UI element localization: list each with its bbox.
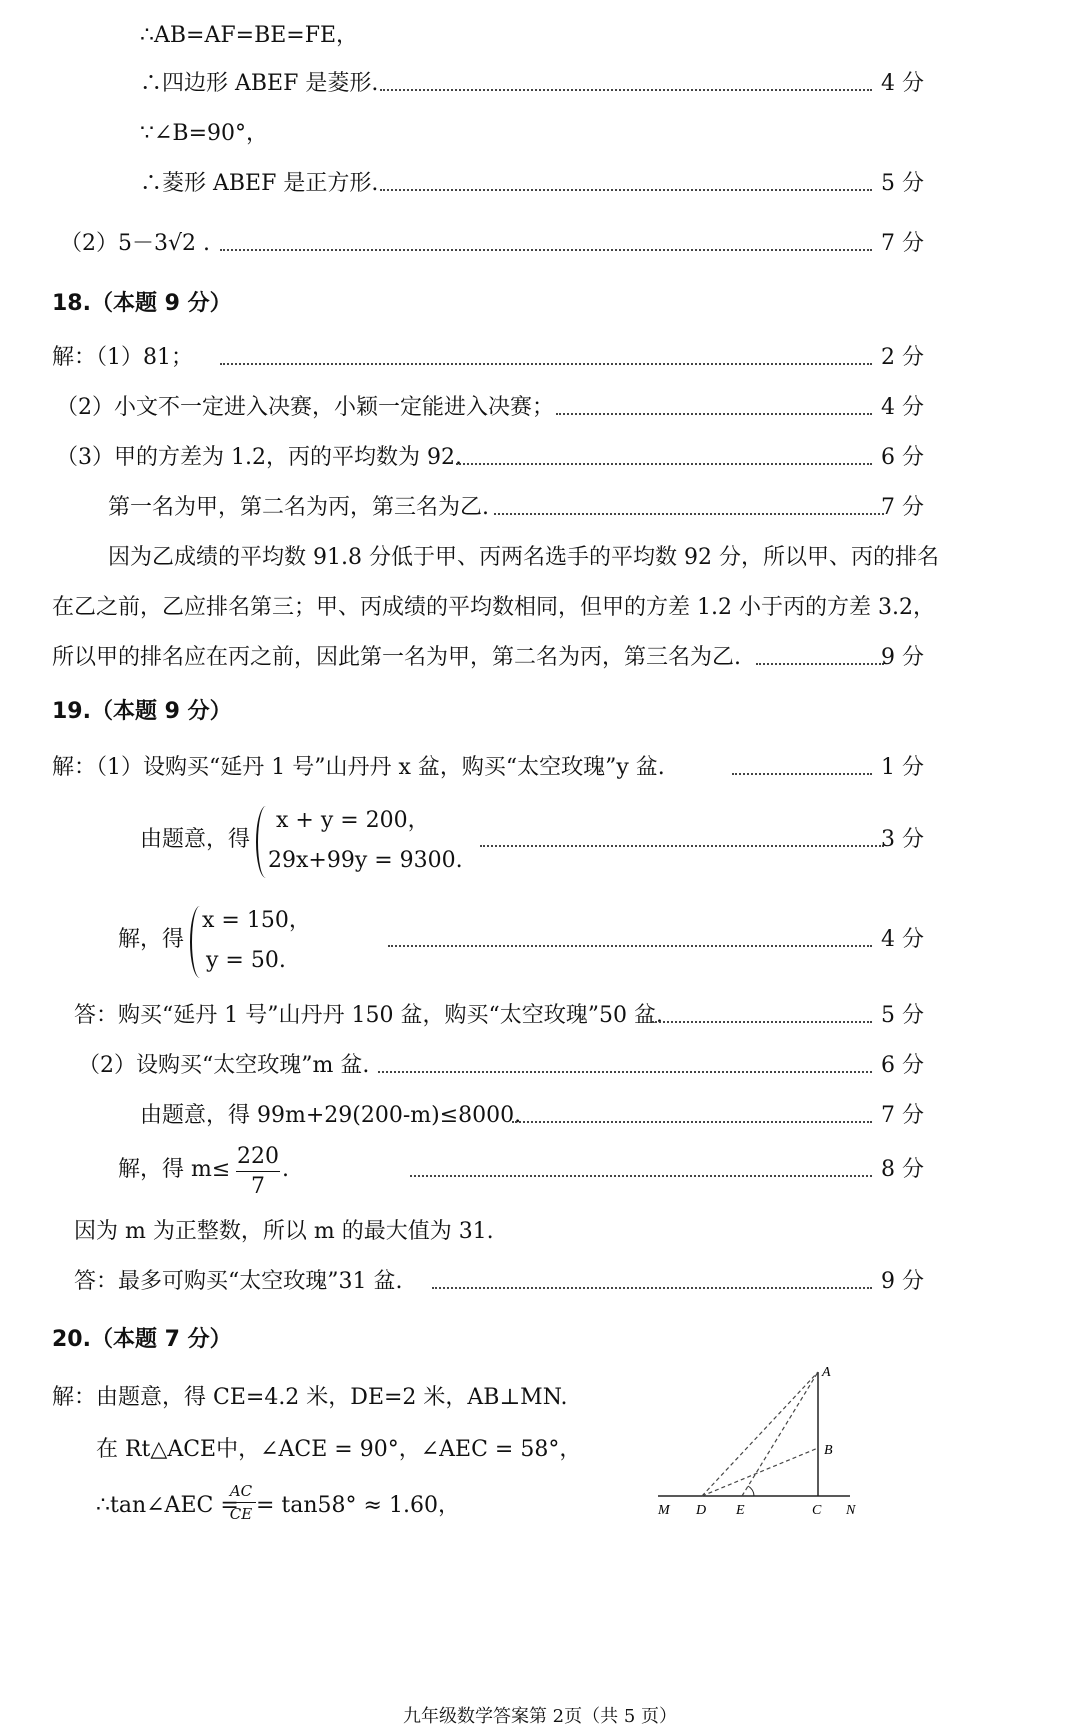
dot-leader xyxy=(388,945,872,947)
answer-text: （3）甲的方差为 1.2，丙的平均数为 92. xyxy=(56,445,462,470)
dot-leader xyxy=(410,1175,872,1177)
q20-given xyxy=(52,1380,652,1416)
q18-part-2 xyxy=(56,390,924,426)
answer-text: （2）小文不一定进入决赛，小颖一定能进入决赛； xyxy=(56,395,554,420)
label-n: N xyxy=(846,1503,856,1516)
fraction-numerator: AC xyxy=(229,1482,253,1500)
proof-text: ∴菱形 ABEF 是正方形. xyxy=(140,171,379,196)
q18-explanation-2 xyxy=(52,590,992,626)
dot-leader xyxy=(732,773,872,775)
geometry-figure xyxy=(650,1356,880,1516)
dot-leader xyxy=(556,413,872,415)
q19-integer-note xyxy=(74,1214,974,1250)
fraction-numerator: 220 xyxy=(237,1144,279,1169)
answer-text: （2）5－3√2 . xyxy=(60,231,210,256)
score: 7 分 xyxy=(881,495,924,520)
paragraph-text: 在乙之前，乙应排名第三；甲、丙成绩的平均数相同，但甲的方差 1.2 小于丙的方差 3.2， xyxy=(52,595,935,620)
answer-text: 第一名为甲，第二名为丙，第三名为乙. xyxy=(108,495,489,520)
dot-leader xyxy=(432,1287,872,1289)
paragraph-text: 所以甲的排名应在丙之前，因此第一名为甲，第二名为丙，第三名为乙. xyxy=(52,645,741,670)
fraction-denominator: 7 xyxy=(251,1174,265,1199)
answer-text: 解：（1）81； xyxy=(52,345,193,370)
q18-part-1 xyxy=(52,340,924,376)
score: 7 分 xyxy=(881,1103,924,1128)
label-b: B xyxy=(824,1443,833,1458)
score: 5 分 xyxy=(881,1003,924,1028)
answer-text: 解：（1）设购买“延丹 1 号”山丹丹 x 盆，购买“太空玫瑰”y 盆. xyxy=(52,755,665,780)
question-20-title xyxy=(52,1322,452,1358)
fraction-bar xyxy=(226,1502,256,1503)
dot-leader xyxy=(220,363,872,365)
q19-part-1 xyxy=(52,750,924,786)
score: 9 分 xyxy=(881,645,924,670)
q20-tangent xyxy=(96,1488,656,1524)
q19-part-2 xyxy=(78,1048,924,1084)
answer-text: 答：购买“延丹 1 号”山丹丹 150 盆，购买“太空玫瑰”50 盆. xyxy=(74,1003,663,1028)
answer-text: 因为 m 为正整数，所以 m 的最大值为 31. xyxy=(74,1219,494,1244)
solution-end: . xyxy=(282,1157,289,1182)
equation-lead: 由题意，得 xyxy=(140,827,251,852)
answer-text-end: = tan58° ≈ 1.60， xyxy=(256,1493,460,1518)
answer-text: 答：最多可购买“太空玫瑰”31 盆. xyxy=(74,1269,403,1294)
question-title-text: 18.（本题 9 分） xyxy=(52,291,232,316)
dot-leader xyxy=(652,1021,872,1023)
solution-lead: 解，得 m≤ xyxy=(118,1157,231,1182)
score: 8 分 xyxy=(881,1157,924,1182)
score: 2 分 xyxy=(881,345,924,370)
page-footer: 九年级数学答案第 2页（共 5 页） xyxy=(402,1706,678,1727)
score: 4 分 xyxy=(881,927,924,952)
angle-mark xyxy=(748,1486,754,1496)
dot-leader xyxy=(480,845,884,847)
answer-text: 在 Rt△ACE中，∠ACE = 90°，∠AEC = 58°， xyxy=(96,1437,582,1462)
solution-2: y = 50. xyxy=(206,948,286,973)
score: 4 分 xyxy=(881,71,924,96)
score: 7 分 xyxy=(881,231,924,256)
q18-explanation-3 xyxy=(52,640,924,676)
inequality-text: 由题意，得 99m+29(200-m)≤8000. xyxy=(140,1103,522,1128)
score: 1 分 xyxy=(881,755,924,780)
q19-answer-1 xyxy=(74,998,924,1034)
q18-part-3 xyxy=(56,440,924,476)
score: 3 分 xyxy=(881,827,924,852)
dot-leader xyxy=(380,189,872,191)
brace-solution xyxy=(190,900,350,984)
proof-text: ∴四边形 ABEF 是菱形. xyxy=(140,71,379,96)
proof-text: ∵∠B=90°， xyxy=(140,121,269,146)
dot-leader xyxy=(494,513,884,515)
equation-1: x + y = 200， xyxy=(276,808,430,833)
proof-line-2 xyxy=(140,66,924,102)
answer-text: 解：由题意，得 CE=4.2 米，DE=2 米，AB⊥MN. xyxy=(52,1385,568,1410)
question-19-title xyxy=(52,694,452,730)
score: 6 分 xyxy=(881,1053,924,1078)
question-title-text: 20.（本题 7 分） xyxy=(52,1327,232,1352)
proof-line-1 xyxy=(140,18,1040,54)
label-e: E xyxy=(736,1503,745,1516)
label-d: D xyxy=(696,1503,707,1516)
dot-leader xyxy=(220,249,872,251)
proof-text: ∴AB=AF=BE=FE， xyxy=(140,23,359,48)
equation-2: 29x+99y = 9300. xyxy=(268,848,463,873)
q18-ranking xyxy=(108,490,924,526)
paragraph-text: 因为乙成绩的平均数 91.8 分低于甲、丙两名选手的平均数 92 分，所以甲、丙的排名 xyxy=(108,545,939,570)
label-c: C xyxy=(812,1503,822,1516)
answer-line-2 xyxy=(60,226,924,262)
solution-1: x = 150， xyxy=(202,908,311,933)
score: 4 分 xyxy=(881,395,924,420)
brace-system xyxy=(256,800,476,884)
dot-leader xyxy=(456,463,872,465)
sight-line-ea xyxy=(742,1372,818,1496)
fraction-220-7 xyxy=(236,1144,280,1199)
question-title-text: 19.（本题 9 分） xyxy=(52,699,232,724)
proof-line-4 xyxy=(140,166,924,202)
q19-answer-2 xyxy=(74,1264,924,1300)
q19-inequality xyxy=(140,1098,924,1134)
dot-leader xyxy=(756,663,884,665)
label-m: M xyxy=(658,1503,670,1516)
q18-explanation-1 xyxy=(108,540,988,576)
answer-text: ∴tan∠AEC = xyxy=(96,1493,239,1518)
dot-leader xyxy=(378,1071,872,1073)
dot-leader xyxy=(512,1121,872,1123)
sight-line-db xyxy=(702,1448,818,1496)
proof-line-3 xyxy=(140,116,1040,152)
score: 5 分 xyxy=(881,171,924,196)
question-18-title xyxy=(52,286,452,322)
label-a: A xyxy=(822,1365,831,1380)
fraction-ac-ce xyxy=(226,1482,256,1523)
q20-triangle xyxy=(96,1432,656,1468)
solution-lead: 解，得 xyxy=(118,927,185,952)
fraction-bar xyxy=(236,1171,280,1172)
dot-leader xyxy=(380,89,872,91)
answer-text: （2）设购买“太空玫瑰”m 盆. xyxy=(78,1053,370,1078)
score: 9 分 xyxy=(881,1269,924,1294)
fraction-denominator: CE xyxy=(229,1505,253,1523)
score: 6 分 xyxy=(881,445,924,470)
sight-line-da xyxy=(702,1372,818,1496)
